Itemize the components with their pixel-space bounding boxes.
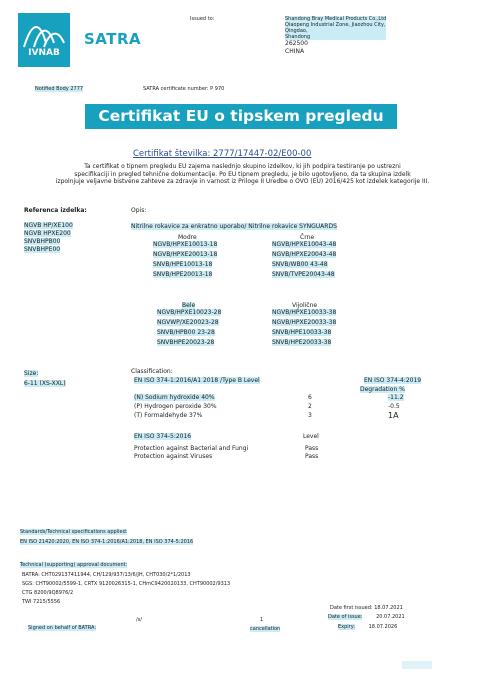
code-item: NGVB/HPXE10033-38 (272, 309, 337, 316)
reference-label: Referenca izdelka: (24, 207, 87, 214)
cancellation-note: cancellation (250, 626, 281, 632)
chemical-levels (308, 393, 312, 420)
colour-header-black: Črne (300, 234, 315, 241)
code-item: SNVBHPE20023-28 (157, 339, 215, 346)
footer-marker: 1 (260, 617, 264, 623)
address-line: Shandong Bray Medical Products Co.,Ltd (285, 16, 387, 22)
protection-virus-value: Pass (305, 453, 319, 460)
code-item: SNVB/HPE10013-18 (153, 261, 213, 268)
code-item: NGVB/HPXE20013-18 (153, 251, 218, 258)
brand-name: SATRA (84, 30, 142, 48)
protection-virus: Protection against Viruses (134, 453, 213, 460)
first-issued: Date first issued: 18.07.2021 (330, 605, 403, 611)
size-label: Size: (24, 370, 39, 377)
logo-waves-icon (18, 13, 70, 53)
chemical-degradation (388, 393, 404, 421)
notified-body: Notified Body 2777 (35, 86, 84, 92)
code-item: NGVB/HPXE10013-18 (153, 241, 218, 248)
expiry: Expiry: 18.07.2026 (338, 624, 398, 630)
chemical-level: 2 (308, 403, 312, 410)
intro-line: izpolnjuje veljavne bistvene zahteve za zdravje in varnost iz Priloge II Uredbe o OVO (EU) 2016/425 kot izdelek kategorije III. (55, 178, 430, 185)
certificate-title: Certifikat EU o tipskem pregledu (85, 104, 397, 129)
blue-codes (153, 240, 217, 280)
address-line: CHINA (285, 48, 305, 55)
address-line: 262500 (285, 40, 308, 47)
chemical-names (134, 393, 217, 420)
code-item: SNVB/HPE10033-38 (272, 329, 332, 336)
certificate-number: Certifikat številka: 2777/17447-02/E00-00 (133, 149, 312, 159)
address-line: Qiaopeng Industrial Zone, Jiaozhou City, (285, 22, 386, 28)
protection-bacteria-value: Pass (305, 445, 319, 452)
size-value: 6-11 (XS-XXL) (24, 380, 66, 387)
address-line: Qingdao, (285, 28, 386, 34)
code-item: SNVB/HPE20013-18 (153, 271, 213, 278)
technical-line: SGS: CHT90002/5599-1, CRTX 9120026315-1, CHmC9420020133, CHT90002/9313 (22, 581, 231, 587)
intro-line: Ta certifikat o tipnem pregledu EU zajema naslednjo skupino izdelkov, ki jih podpira testiranje po ustrezni (84, 163, 401, 170)
white-codes (157, 308, 221, 348)
code-item: SNVB/HPB00 23-28 (157, 329, 215, 336)
code-item: SNVB/WB00 43-48 (272, 261, 328, 268)
address-line: Shandong (285, 34, 386, 40)
technical-line: CTG 8200/9Q8976/2 (22, 590, 74, 596)
standard-374-4: EN ISO 374-4:2019 (364, 377, 422, 384)
description-text: Nitrilne rokavice za enkratno uporabo/ Nitrilne rokavice SYNGUARDS (131, 223, 337, 230)
reference-item: SNVBHPE00 (24, 246, 61, 253)
logo-label: IVNAB (28, 48, 60, 58)
standards-label: Standards/Technical specifications applied: (20, 529, 128, 535)
degradation-value: 1A (388, 411, 399, 420)
degradation-value: -11.2 (388, 394, 404, 401)
colour-header-white: Bele (182, 302, 196, 309)
address-block (285, 16, 386, 56)
date-of-issue: Date of issue: 20.07.2021 (328, 614, 405, 620)
code-item: NGVB/HPXE20033-38 (272, 319, 337, 326)
intro-line: specifikaciji in pregled tehnične dokumentacije. Po EU tipnem pregledu, je bilo ugotovljeno, da ta skupina izdelk (74, 170, 411, 178)
reference-item: SNVBHPB00 (24, 238, 61, 245)
degradation-value: -0.5 (388, 403, 400, 410)
reference-list (24, 221, 73, 255)
description-label: Opis: (131, 207, 147, 214)
chemical-level: 3 (308, 412, 312, 419)
standards-value: EN ISO 21420:2020, EN ISO 374-1:2016/A1:2018, EN ISO 374-5:2016 (20, 539, 194, 545)
page-marker (402, 661, 432, 669)
degradation-label: Degradation % (360, 386, 405, 393)
chemical-name: (T) Formaldehyde 37% (134, 412, 203, 419)
technical-label: Technical (supporting) approval document: (20, 562, 128, 568)
reference-item: NGVB HPXE200 (24, 230, 71, 237)
reference-item: NGVB HP/XE100 (24, 222, 73, 229)
classification-label: Classification: (131, 368, 173, 375)
code-item: NGVB/HPXE10023-28 (157, 309, 222, 316)
code-item: NGVB/HPXE20043-48 (272, 251, 337, 258)
signature: /s/ (136, 617, 142, 623)
intro-text (0, 163, 485, 186)
colour-header-violet: Vijolične (292, 302, 318, 309)
technical-line: TWI 7215/5556 (22, 599, 61, 605)
code-item: SNVB/HPE20033-38 (272, 339, 332, 346)
ivnab-logo (18, 13, 70, 67)
chemical-name: (P) Hydrogen peroxide 30% (134, 403, 217, 410)
code-item: SNVB/TVPE20043-48 (272, 271, 335, 278)
colour-header-blue: Modre (178, 234, 197, 241)
signed-label: Signed on behalf of BATRA: (28, 625, 96, 631)
issued-to-label: Issued to: (190, 16, 215, 22)
code-item: NGVWP/XE20023-28 (157, 319, 219, 326)
chemical-name: (N) Sodium hydroxide 40% (134, 394, 215, 401)
level-label: Level (303, 433, 319, 440)
standard-374-5: EN ISO 374-5:2016 (134, 433, 192, 440)
technical-docs (22, 571, 230, 607)
black-codes (272, 240, 336, 280)
standard-374-1: EN ISO 374-1:2016/A1 2018 /Type B Level (134, 377, 260, 384)
violet-codes (272, 308, 336, 348)
technical-line: BATRA: CHT029137411944, CH/129/937/13/6/JH, CHT030/2*1/2013 (22, 572, 191, 578)
protection-bacteria: Protection against Bacterial and Fungi (134, 445, 249, 452)
chemical-level: 6 (308, 394, 312, 401)
satra-certificate-number: SATRA certificate number: P 970 (143, 86, 225, 92)
code-item: NGVB/HPXE10043-48 (272, 241, 337, 248)
